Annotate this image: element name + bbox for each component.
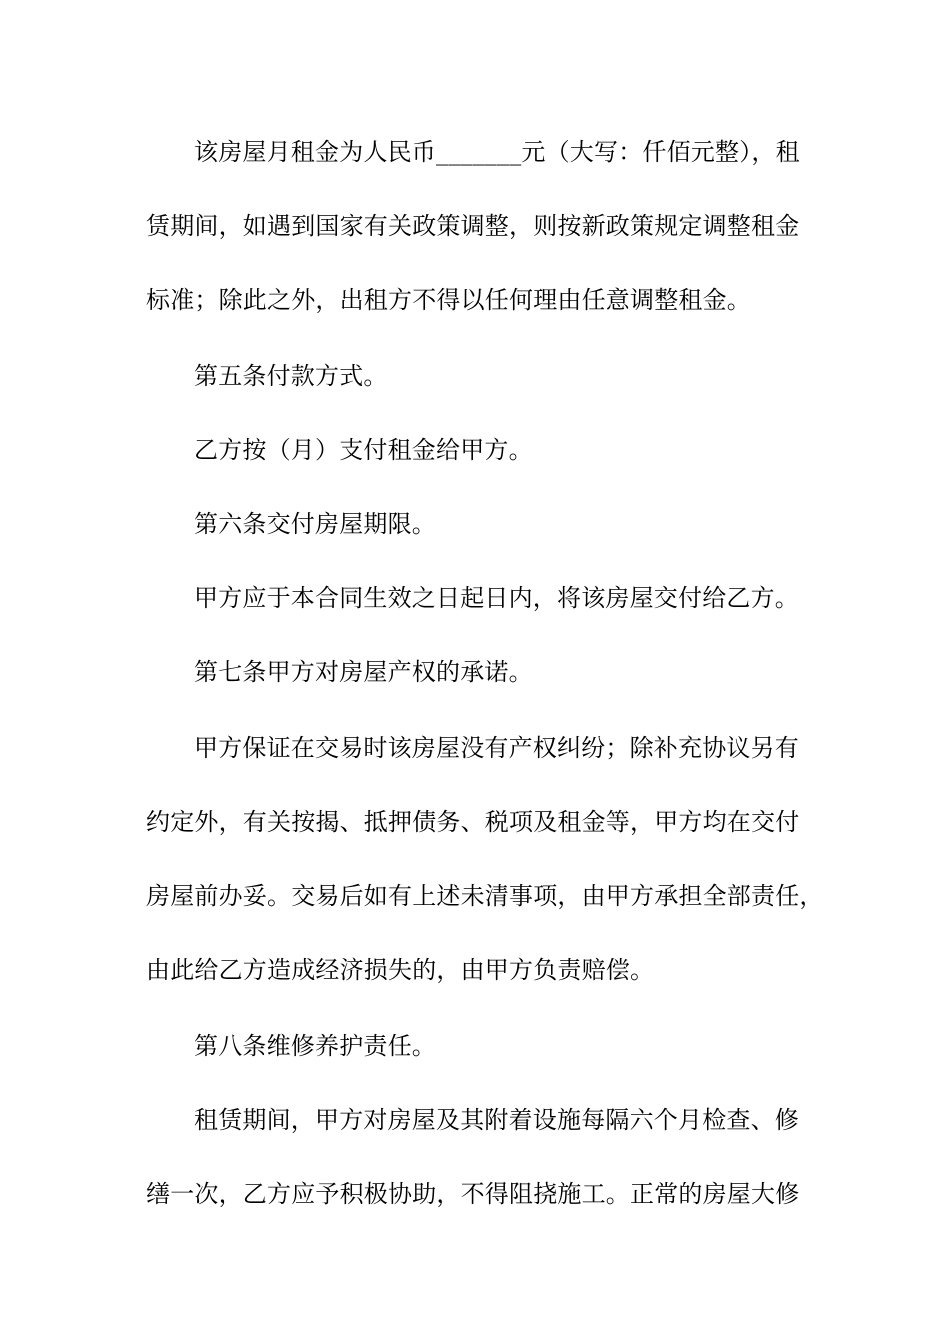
property-rights-line-3: 房屋前办妥。交易后如有上述未清事项，由甲方承担全部责任， [146,882,824,910]
article-6-heading: 第六条交付房屋期限。 [194,510,436,538]
rent-paragraph-line-3: 标准；除此之外，出租方不得以任何理由任意调整租金。 [146,286,751,314]
article-8-heading: 第八条维修养护责任。 [194,1032,436,1060]
payment-method-text: 乙方按（月）支付租金给甲方。 [194,436,533,464]
article-5-heading: 第五条付款方式。 [194,362,388,390]
rent-paragraph-line-1: 该房屋月租金为人民币_______元（大写：仟佰元整），租 [194,138,800,166]
property-rights-line-1: 甲方保证在交易时该房屋没有产权纠纷；除补充协议另有 [194,734,799,762]
delivery-period-text: 甲方应于本合同生效之日起日内，将该房屋交付给乙方。 [194,584,799,612]
article-7-heading: 第七条甲方对房屋产权的承诺。 [194,658,533,686]
rent-paragraph-line-2: 赁期间，如遇到国家有关政策调整，则按新政策规定调整租金 [146,212,800,240]
maintenance-line-1: 租赁期间，甲方对房屋及其附着设施每隔六个月检查、修 [194,1106,799,1134]
property-rights-line-2: 约定外，有关按揭、抵押债务、税项及租金等，甲方均在交付 [146,808,800,836]
maintenance-line-2: 缮一次，乙方应予积极协助，不得阻挠施工。正常的房屋大修 [146,1180,800,1208]
property-rights-line-4: 由此给乙方造成经济损失的，由甲方负责赔偿。 [146,956,655,984]
